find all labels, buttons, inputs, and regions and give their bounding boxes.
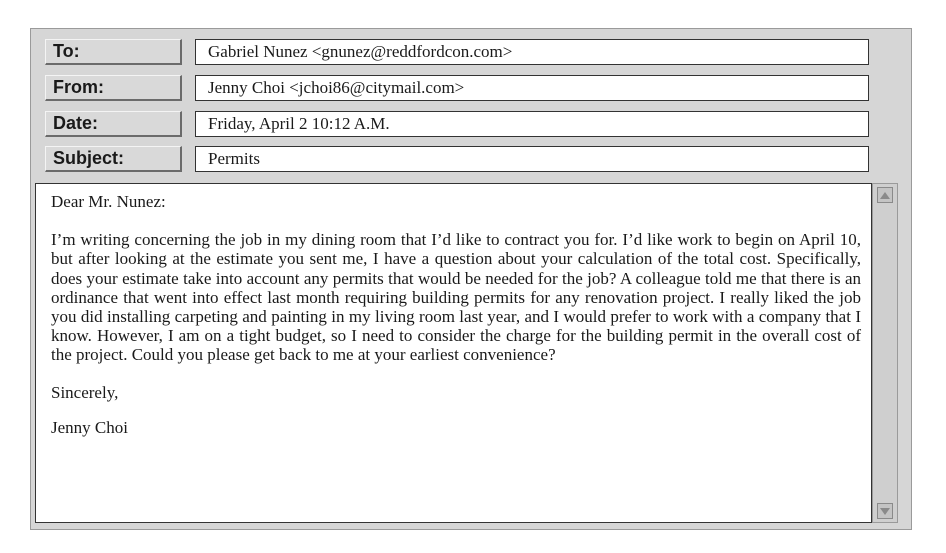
to-field[interactable]: Gabriel Nunez <gnunez@reddfordcon.com>: [195, 39, 869, 65]
message-closing: Sincerely,: [51, 382, 119, 402]
from-field[interactable]: Jenny Choi <jchoi86@citymail.com>: [195, 75, 869, 101]
date-label: Date:: [45, 111, 182, 137]
scroll-down-button[interactable]: [877, 503, 893, 519]
message-paragraph: I’m writing concerning the job in my dining room that I’d like to contract you for. I’d like work to begin on April 10, but after looking at the estimate you sent me, I have a question about your calculation of the total cost. Specifically, does your estimate take into account any permits that would be needed for the job? A colleague told me that there is an ordinance that went into effect last month requiring building permits for any renovation project. I really liked the job you did installing carpeting and painting in my living room last year, and I would prefer to work with a company that I know. However, I am on a tight budget, so I need to consider the charge for the building permit in the overall cost of the project. Could you please get back to me at your earliest convenience?: [51, 230, 861, 365]
subject-field[interactable]: Permits: [195, 146, 869, 172]
message-greeting: Dear Mr. Nunez:: [51, 192, 166, 211]
message-signature: Jenny Choi: [51, 417, 128, 437]
date-field[interactable]: Friday, April 2 10:12 A.M.: [195, 111, 869, 137]
to-label: To:: [45, 39, 182, 65]
vertical-scrollbar[interactable]: [872, 183, 898, 523]
message-body[interactable]: [35, 183, 872, 523]
from-label: From:: [45, 75, 182, 101]
email-window: [30, 28, 912, 530]
subject-label: Subject:: [45, 146, 182, 172]
arrow-down-icon: [880, 508, 890, 515]
scroll-up-button[interactable]: [877, 187, 893, 203]
arrow-up-icon: [880, 192, 890, 199]
